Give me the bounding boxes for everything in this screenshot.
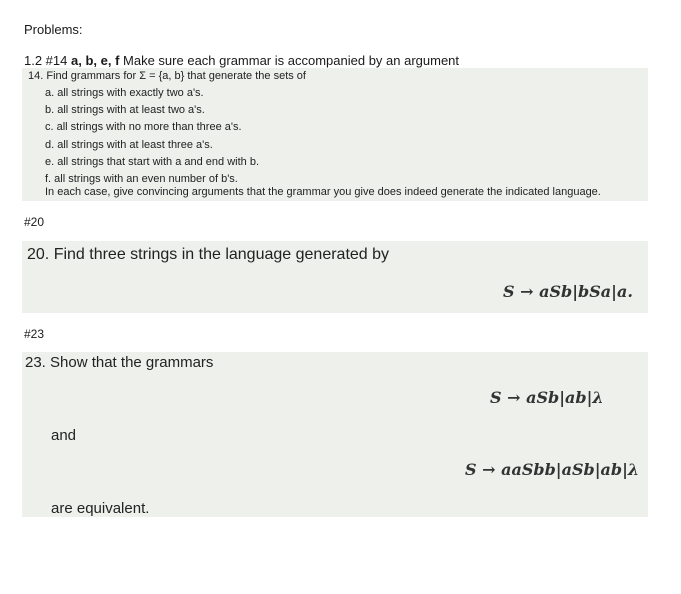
problem-20-label: #20 <box>24 215 45 229</box>
page-title: Problems: <box>24 22 83 37</box>
problem-23-text: 23. Show that the grammars <box>25 354 214 371</box>
assignment-note: Make sure each grammar is accompanied by an argument <box>123 53 460 68</box>
problem-14-item-a: a. all strings with exactly two a's. <box>45 87 204 99</box>
problem-14-item-c: c. all strings with no more than three a's. <box>45 121 242 133</box>
problem-14-item-b: b. all strings with at least two a's. <box>45 104 205 116</box>
problem-14-closing: In each case, give convincing arguments that the grammar you give does indeed generate the indicated language. <box>45 186 601 198</box>
problem-14-item-f: f. all strings with an even number of b's. <box>45 173 238 185</box>
problem-23-closing: are equivalent. <box>51 500 150 517</box>
problem-14-item-d: d. all strings with at least three a's. <box>45 139 213 151</box>
problem-23-label: #23 <box>24 327 45 341</box>
problem-20-grammar: S → aSb|bSa|a. <box>503 282 633 301</box>
assignment-parts: a, b, e, f <box>71 53 120 68</box>
problem-23-and: and <box>51 427 77 444</box>
problem-20-text: 20. Find three strings in the language generated by <box>27 246 390 263</box>
problem-23-grammar-1: S → aSb|ab|λ <box>490 388 604 407</box>
assignment-prefix: 1.2 #14 <box>24 53 68 68</box>
assignment-line <box>24 53 459 68</box>
problem-23-grammar-2: S → aaSbb|aSb|ab|λ <box>465 460 640 479</box>
problem-23-box <box>22 352 648 517</box>
problem-14-item-e: e. all strings that start with a and end with b. <box>45 156 260 168</box>
problem-14-box <box>22 68 648 201</box>
problem-14-intro: 14. Find grammars for Σ = {a, b} that generate the sets of <box>28 70 306 82</box>
problem-20-box <box>22 241 648 313</box>
